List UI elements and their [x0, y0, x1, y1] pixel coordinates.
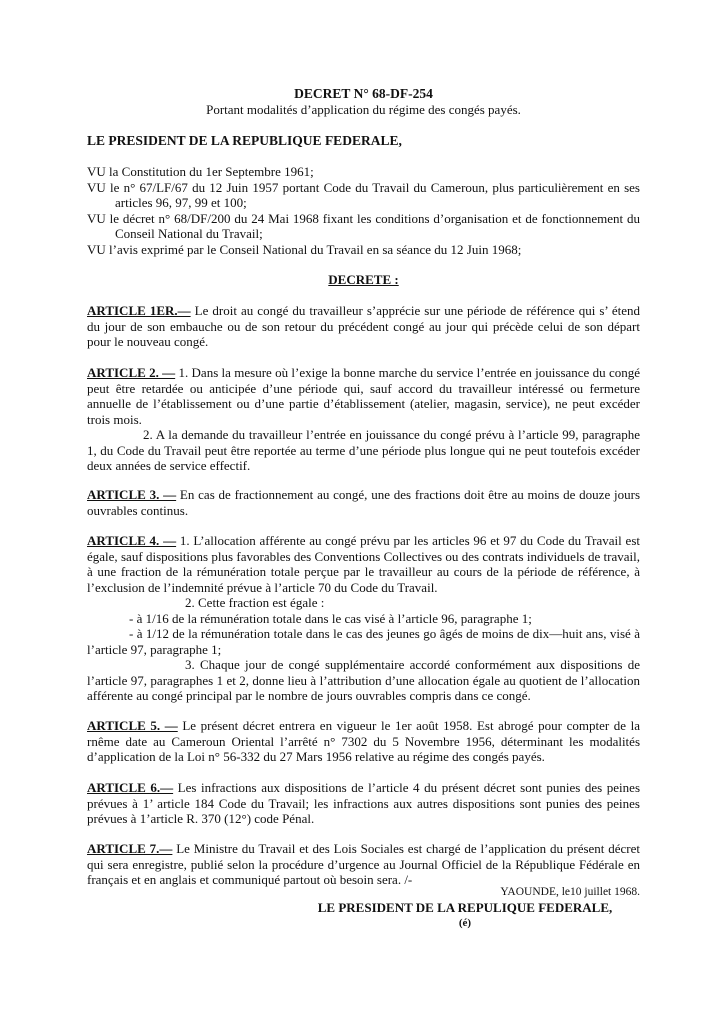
article-4-para-2: 2. Cette fraction est égale : — [185, 595, 325, 610]
article-4-para-1: 1. L’allocation afférente au congé prévu par les articles 96 et 97 du Code du Travail est égale, sauf dispositions plus favorables des Conventions Collectives ou des contrats individuels de travail, à une fraction de la rémunération totale perçue par le travailleur au cours de la période de référence, à l’exclusion de l’indemnité prévue à l’article 70 du Code du Travail. — [87, 533, 640, 595]
article-4-para-3: 3. Chaque jour de congé supplémentaire accordé conformément aux dispositions de l’article 97, paragraphes 1 et 2, donne lieu à l’attribution d’une allocation égale au quotient de l’allocation afférente au congé principal par le nombre de jours ouvrables compris dans ce congé. — [87, 657, 640, 703]
signature-block — [290, 900, 640, 931]
vu-list — [87, 164, 640, 257]
article-3-text: En cas de fractionnement au congé, une des fractions doit être au moins de douze jours ouvrables continus. — [87, 487, 641, 518]
signature-mark: (é) — [458, 916, 472, 929]
article-1-text: Le droit au congé du travailleur s’apprécie sur une période de référence qui s’ étend du jour de son embauche ou de son retour du précédent congé au jour qui précède celui de son départ pour le nouveau congé. — [87, 303, 640, 349]
decree-title: DECRET N° 68-DF-254 — [294, 86, 433, 101]
article-4 — [87, 533, 640, 704]
article-7-label: ARTICLE 7.— — [87, 841, 173, 856]
article-4-bullet-2: - à 1/12 de la rémunération totale dans le cas des jeunes go âgés de moins de dix—huit ans, visé à l’article 97, paragraphe 1; — [87, 626, 640, 657]
article-3 — [87, 487, 640, 518]
article-2 — [87, 365, 640, 474]
vu-item: VU le décret n° 68/DF/200 du 24 Mai 1968 fixant les conditions d’organisation et de fonctionnement du Conseil National du Travail; — [87, 210, 640, 241]
article-6-label: ARTICLE 6.— — [87, 780, 174, 795]
decrete-heading — [87, 272, 640, 288]
article-4-bullet-1: - à 1/16 de la rémunération totale dans le cas visé à l’article 96, paragraphe 1; — [129, 610, 532, 626]
article-5 — [87, 718, 640, 765]
decree-subtitle: Portant modalités d’application du régime des congés payés. — [206, 101, 521, 117]
article-5-label: ARTICLE 5. — — [87, 718, 178, 733]
president-heading: LE PRESIDENT DE LA REPUBLIQUE FEDERALE, — [87, 133, 402, 148]
article-2-label: ARTICLE 2. — — [87, 365, 176, 380]
article-6-text: Les infractions aux dispositions de l’article 4 du présent décret sont punies des peines prévues à 1’ article 184 Code du Travail; les infractions aux autres dispositions sont punies des peines prévues à 1’article R. 370 (12°) code Pénal. — [87, 780, 641, 826]
article-5-text: Le présent décret entrera en vigueur le 1er août 1958. Est abrogé pour compter de la rnême date au Cameroun Oriental l’arrêté n° 7302 du 5 Novembre 1956, déterminant les modalités d’application de la Loi n° 56-332 du 27 Mars 1956 relative au régime des congés payés. — [87, 718, 641, 764]
article-7-text: Le Ministre du Travail et des Lois Sociales est chargé de l’application du présent décret qui sera enregistre, publié selon la procédure d’urgence au Journal Officiel de la République Fédérale en français et en anglais et communiqué partout où besoin sera. /- — [87, 841, 641, 887]
vu-item: VU l’avis exprimé par le Conseil National du Travail en sa séance du 12 Juin 1968; — [87, 241, 522, 257]
signatory: LE PRESIDENT DE LA REPULIQUE FEDERALE, — [317, 900, 613, 915]
place-date: YAOUNDE, le10 juillet 1968. — [500, 886, 640, 898]
article-2-para-1: 1. Dans la mesure où l’exige la bonne marche du service l’entrée en jouissance du congé peut être retardée ou anticipée d’une période qui, sauf accord du travailleur intéressé ou fermeture annuelle de l’établissement ou d’une partie d’établissement (atelier, magasin, service), ne peut excéder trois mois. — [87, 365, 640, 427]
article-3-label: ARTICLE 3. — — [87, 487, 177, 502]
article-2-para-2: 2. A la demande du travailleur l’entrée en jouissance du congé prévu à l’article 99, paragraphe 1, du Code du Travail peut être reportée au terme d’une période plus longue qui ne peut toutefois excéder deux années de service effectif. — [87, 427, 640, 473]
vu-item: VU la Constitution du 1er Septembre 1961; — [87, 164, 314, 179]
article-4-label: ARTICLE 4. — — [87, 533, 177, 548]
vu-item: VU le n° 67/LF/67 du 12 Juin 1957 portant Code du Travail du Cameroun, plus particulièrement en ses articles 96, 97, 99 et 100; — [87, 179, 640, 210]
decrete-label: DECRETE : — [328, 272, 399, 287]
article-7 — [87, 841, 640, 888]
article-6 — [87, 780, 640, 827]
decree-header — [87, 86, 640, 117]
article-1 — [87, 303, 640, 350]
article-1-label: ARTICLE 1ER.— — [87, 303, 191, 318]
